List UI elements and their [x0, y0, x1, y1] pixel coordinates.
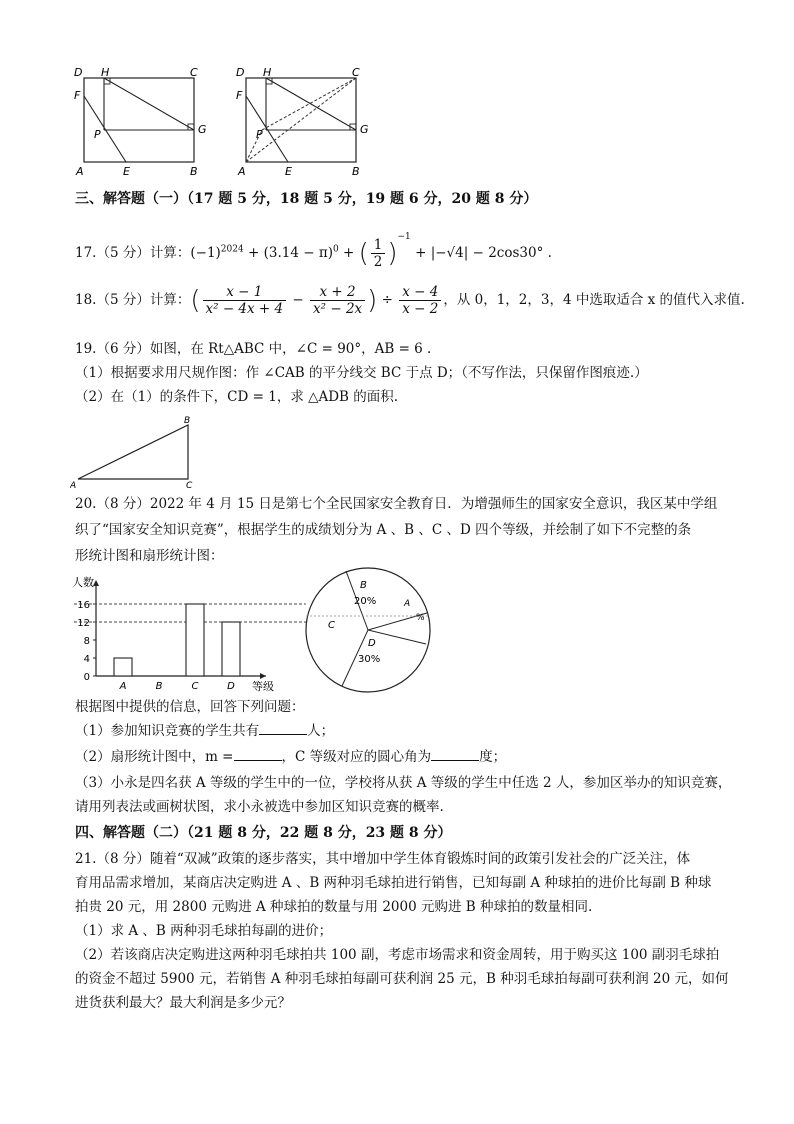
label-A: A — [70, 481, 77, 490]
q18-f2-den: x² − 2x — [313, 301, 363, 317]
q18-f3-den: x − 2 — [402, 301, 439, 317]
label-E: E — [285, 165, 292, 178]
pie-label-D-pct: 30% — [358, 654, 381, 665]
pie-label-A: A — [404, 599, 411, 609]
pie-chart — [300, 566, 440, 694]
q17-term4: + |−√4| − 2cos30° . — [415, 245, 552, 261]
section-4-heading: 四、解答题（二）（21 题 8 分，22 题 8 分，23 题 8 分） — [75, 825, 452, 841]
q17-term1: (−1) — [190, 245, 221, 261]
question-17: 17.（5 分）计算：$(-1)^{2024} + (3.14 - \pi)^0$ + ( $\frac{1}{2}$ )$^{-1}$ + |−√4| − 2cos30° . — [75, 232, 552, 270]
pie-slice-divider — [368, 630, 426, 644]
label-F: F — [236, 89, 243, 102]
y-tick-label: 4 — [83, 654, 90, 665]
q20-line-7: （3）小永是四名获 A 等级的学生中的一位，学校将从获 A 等级的学生中任选 2 人，参加区举办的知识竞赛， — [75, 775, 732, 791]
q18-fraction-2 — [310, 284, 365, 317]
q18-divide: ÷ — [381, 292, 393, 308]
q21-line-3: 拍贵 20 元，用 2800 元购进 A 种球拍的数量与用 2000 元购进 B 种球拍的数量相同. — [75, 899, 593, 915]
label-B: B — [352, 165, 360, 178]
q20-p1-text: （1）参加知识竞赛的学生共有 — [75, 723, 260, 739]
y-tick-label: 16 — [77, 600, 90, 611]
label-C: C — [186, 481, 193, 490]
q17-frac-num: 1 — [371, 237, 386, 254]
q20-part-1 — [75, 722, 334, 740]
label-C: C — [352, 66, 360, 79]
q20-line-2: 织了“国家安全知识竞赛”，根据学生的成绩划分为 A 、B 、C 、D 四个等级，并绘制了如下不完整的条 — [75, 522, 692, 538]
q17-lead: 17.（5 分）计算： — [75, 245, 191, 261]
q17-exp3: −1 — [397, 232, 411, 242]
q21-line-2: 育用品需求增加，某商店决定购进 A 、B 两种羽毛球拍进行销售，已知每副 A 种球拍的进价比每副 B 种球 — [75, 875, 712, 891]
y-tick-label: 12 — [77, 618, 90, 629]
bar-chart — [66, 574, 306, 694]
q20-line-3: 形统计图和扇形统计图： — [75, 548, 224, 564]
y-tick-label: 0 — [83, 672, 90, 683]
answer-blank[interactable] — [431, 748, 479, 761]
q18-f1-den: x² − 4x + 4 — [205, 301, 284, 317]
q19-line-2: （1）根据要求用尺规作图：作 ∠CAB 的平分线交 BC 于点 D；（不写作法，只保留作图痕迹.） — [75, 365, 648, 381]
q17-exp1: 2024 — [220, 244, 244, 255]
q18-lead: 18.（5 分）计算： — [75, 292, 191, 308]
label-B: B — [190, 165, 198, 178]
pie-label-B-pct: 20% — [354, 596, 377, 607]
q21-line-5: （2）若该商店决定购进这两种羽毛球拍共 100 副，考虑市场需求和资金周转，用于购买这 100 副羽毛球拍 — [75, 947, 720, 963]
label-P: P — [256, 128, 263, 141]
bar-C — [186, 604, 204, 676]
x-tick-label: C — [191, 681, 199, 692]
q20-part-2 — [75, 748, 506, 766]
q18-fraction-3 — [399, 284, 441, 317]
q17-exp2: 0 — [332, 244, 339, 255]
q20-p1-tail: 人； — [307, 723, 335, 739]
q21-line-7: 进货获利最大？最大利润是多少元？ — [75, 995, 291, 1011]
q17-frac-den: 2 — [373, 254, 383, 270]
answer-blank[interactable] — [259, 722, 307, 735]
label-D: D — [74, 66, 83, 79]
q21-line-6: 的资金不超过 5900 元，若销售 A 种羽毛球拍每副可获利润 25 元，B 种羽毛球拍每副可获利润 20 元，如何 — [75, 971, 729, 987]
rectangle-figure-left — [70, 66, 210, 178]
bar-A — [114, 658, 132, 676]
q18-fraction-1 — [203, 284, 287, 317]
y-tick-label: 8 — [83, 636, 90, 647]
label-A: A — [76, 165, 84, 178]
q20-p2-tail: 度； — [479, 749, 507, 765]
x-axis-arrow — [260, 673, 266, 679]
q20-p2-mid: ，C 等级对应的圆心角为 — [281, 749, 432, 765]
label-H: H — [263, 66, 272, 79]
x-tick-label: D — [227, 681, 235, 692]
q21-line-1: 21.（8 分）随着“双减”政策的逐步落实，其中增加中学生体育锻炼时间的政策引发社会的广泛关注，体 — [75, 851, 691, 867]
label-B: B — [184, 416, 191, 426]
label-A: A — [238, 165, 246, 178]
label-C: C — [190, 66, 198, 79]
label-D: D — [236, 66, 245, 79]
pie-label-B: B — [360, 580, 367, 591]
right-triangle-figure — [70, 415, 210, 490]
label-G: G — [360, 123, 369, 136]
label-E: E — [123, 165, 130, 178]
section-3-heading: 三、解答题（一）（17 题 5 分，18 题 5 分，19 题 6 分，20 题 8 分） — [75, 191, 538, 207]
pie-label-D: D — [368, 638, 376, 649]
q21-line-4: （1）求 A 、B 两种羽毛球拍每副的进价； — [75, 923, 333, 939]
q18-tail: ，从 0，1，2，3，4 中选取适合 x 的值代入求值. — [443, 292, 745, 308]
q19-line-1: 19.（6 分）如图，在 Rt△ABC 中，∠C = 90°，AB = 6 . — [75, 341, 432, 357]
q17-plus: + — [343, 245, 355, 261]
q18-f1-num: x − 1 — [203, 284, 287, 301]
y-axis-label: 人数 — [72, 576, 94, 589]
q20-line-4: 根据图中提供的信息，回答下列问题： — [75, 699, 305, 715]
pie-label-C: C — [328, 620, 335, 631]
label-H: H — [101, 66, 110, 79]
q19-line-3: （2）在（1）的条件下，CD = 1，求 △ADB 的面积. — [75, 389, 399, 405]
x-axis-label: 等级 — [252, 680, 274, 693]
q20-p2-text: （2）扇形统计图中，m = — [75, 749, 234, 765]
answer-blank[interactable] — [234, 748, 282, 761]
q20-line-8: 请用列表法或画树状图，求小永被选中参加区知识竞赛的概率. — [75, 799, 444, 815]
label-F: F — [74, 89, 81, 102]
q18-minus: − — [292, 292, 304, 308]
question-18: 18.（5 分）计算：( $\frac{x - 1}{\text{x² − 4x + 4}}$ − $\frac{x + 2}{\text{x² − 2x}}$ ) ÷ $\frac{x - 4}{x - 2}$ ，从 0，1，2，3，4 中选取适合 x 的值代入求值. — [75, 284, 745, 317]
q17-fraction — [371, 237, 386, 270]
x-tick-label: B — [155, 681, 163, 692]
q17-term2: + (3.14 − π) — [248, 245, 333, 261]
bar-D — [222, 622, 240, 676]
label-G: G — [198, 123, 207, 136]
q18-f2-num: x + 2 — [310, 284, 365, 301]
pie-label-A-pct: % — [416, 613, 425, 623]
label-P: P — [94, 128, 101, 141]
rectangle-figure-right — [232, 66, 372, 178]
q20-line-1: 20.（8 分）2022 年 4 月 15 日是第七个全民国家安全教育日．为增强师生的国家安全意识，我区某中学组 — [75, 496, 718, 512]
q18-f3-num: x − 4 — [399, 284, 441, 301]
x-tick-label: A — [119, 681, 127, 692]
